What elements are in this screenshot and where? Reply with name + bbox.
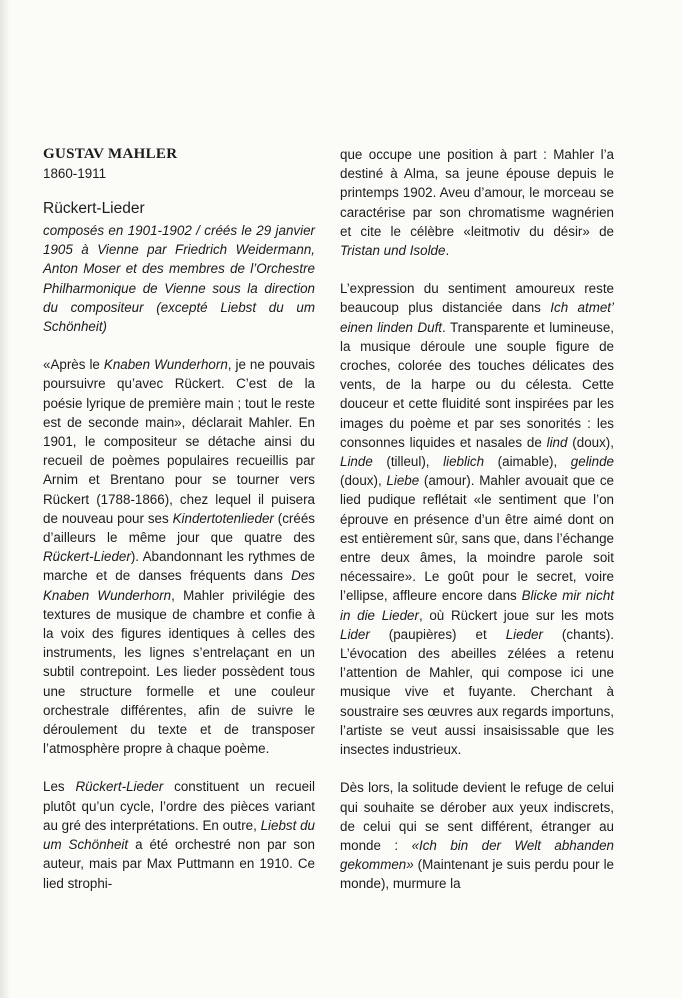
text-run: (aimable),: [484, 454, 571, 470]
paragraph: [43, 355, 315, 758]
italic-title: Liebst du um Schönheit: [43, 817, 315, 853]
italic-title: Liebe: [386, 473, 420, 489]
text-run: (doux),: [340, 473, 387, 489]
text-run: (doux),: [567, 434, 614, 450]
italic-title: Tristan und Isolde: [340, 243, 446, 259]
text-run: ). Abandonnant les rythmes de marche et de danses fréquents dans: [43, 549, 315, 584]
text-run: . Transparente et lumineuse, la musique déroule une souple figure de croches, colorée des touches délicates des vents, de la harpe ou du célesta. Cette douceur et cette fluidité sont inspirées par les images du poème et par ses sonorités : les consonnes liquides et nasales de: [340, 319, 614, 450]
text-run: Dès lors, la solitude devient le refuge de celui qui souhaite se dérober aux yeux indiscrets, de celui qui se sent différent, étranger au monde :: [340, 780, 614, 853]
italic-title: Knaben Wunderhorn: [103, 357, 228, 373]
text-run: (amour). Mahler avouait que ce lied pudique reflétait «le sentiment que l’on éprouve en présence d’un être aimé dont on est entièrement sûr, sans que, dans l’échange entre deux âmes, la moindre parole soit nécessaire». Le goût pour le secret, voire l’ellipse, affleure encore dans: [340, 473, 614, 604]
italic-title: Blicke mir nicht in die Lieder: [340, 588, 614, 623]
italic-title: Ich atmet’ einen linden Duft: [340, 300, 614, 335]
text-run: (paupières) et: [369, 626, 506, 642]
scanned-page-edge: [0, 0, 10, 998]
text-run: (tilleul),: [372, 454, 444, 470]
work-subtitle: composés en 1901-1902 / créés le 29 janvier 1905 à Vienne par Friedrich Weidermann, Anton Moser et des membres de l’Orchestre Philharmonique de Vienne sous la direction du compositeur (excepté Liebst du um Schönheit): [43, 223, 315, 335]
italic-title: lieblich: [443, 454, 485, 470]
text-run: , Mahler privilégie des textures de musique de chambre et confie à la voix des figures identiques à celles des instruments, les lignes s’entrelaçant en un subtil contrepoint. Les lieder possèdent tous une structure formelle et une couleur orchestrale différentes, afin de suivre le déroulement du texte et de transposer l’atmosphère propre à chaque poème.: [43, 587, 315, 757]
italic-title: lind: [546, 434, 568, 450]
text-run: «Après le: [43, 357, 104, 373]
text-run: que occupe une position à part : Mahler l’a destiné à Alma, sa jeune épouse depuis le printemps 1902. Aveu d’amour, le morceau se caractérise par son chromatisme wagnérien et cite le célèbre «leitmotiv du désir» de: [340, 147, 614, 239]
text-run: , je ne pouvais poursuivre qu’avec Rückert. C’est de la poésie lyrique de première main ; tout le reste est de seconde main», déclarait Mahler. En 1901, le compositeur se détache ainsi du recueil de poèmes populaires recueillis par Arnim et Brentano pour se tourner vers Rückert (1788-1866), chez lequel il puisera de nouveau pour ses: [43, 357, 316, 526]
right-column: [340, 145, 614, 894]
italic-title: gelinde: [570, 454, 614, 470]
text-run: (chants). L’évocation des abeilles zélées a retenu l’attention de Mahler, qui compose ici une musique vive et fuyante. Cherchant à soustraire ses œuvres aux regards importuns, l’artiste se veut aussi insaisissable que les insectes industrieux.: [340, 626, 615, 758]
italic-title: Lieder: [505, 626, 543, 642]
left-column: [43, 145, 315, 893]
italic-title: Kindertotenlieder: [172, 510, 274, 526]
work-title: Rückert-Lieder: [43, 200, 145, 217]
paragraph: [340, 145, 614, 260]
composer-dates: 1860-1911: [43, 166, 107, 181]
italic-title: Linde: [340, 454, 373, 470]
paragraph: [340, 778, 614, 893]
italic-title: Des Knaben Wunderhorn: [43, 568, 315, 603]
text-run: L’expression du sentiment amoureux reste beaucoup plus distanciée dans: [340, 281, 614, 316]
italic-title: Rückert-Lieder: [75, 779, 164, 795]
paragraph: [340, 279, 614, 759]
composer-name: GUSTAV MAHLER: [43, 146, 178, 162]
text-run: .: [445, 243, 450, 259]
text-run: (Maintenant je suis perdu pour le monde), murmure la: [340, 857, 614, 892]
italic-title: «Ich bin der Welt abhanden gekommen»: [340, 837, 614, 873]
italic-title: Rückert-Lieder: [43, 549, 131, 565]
text-run: Les: [43, 779, 76, 795]
italic-title: Lider: [340, 626, 370, 642]
text-run: (créés d’ailleurs le même jour que quatre des: [43, 510, 315, 546]
text-run: , où Rückert joue sur les mots: [418, 607, 614, 623]
paragraph: [43, 777, 315, 892]
text-run: constituent un recueil plutôt qu’un cycle, l’ordre des pièces variant au gré des interprétations. En outre,: [43, 779, 316, 833]
text-run: a été orchestré non par son auteur, mais par Max Puttmann en 1910. Ce lied strophi-: [43, 837, 315, 891]
